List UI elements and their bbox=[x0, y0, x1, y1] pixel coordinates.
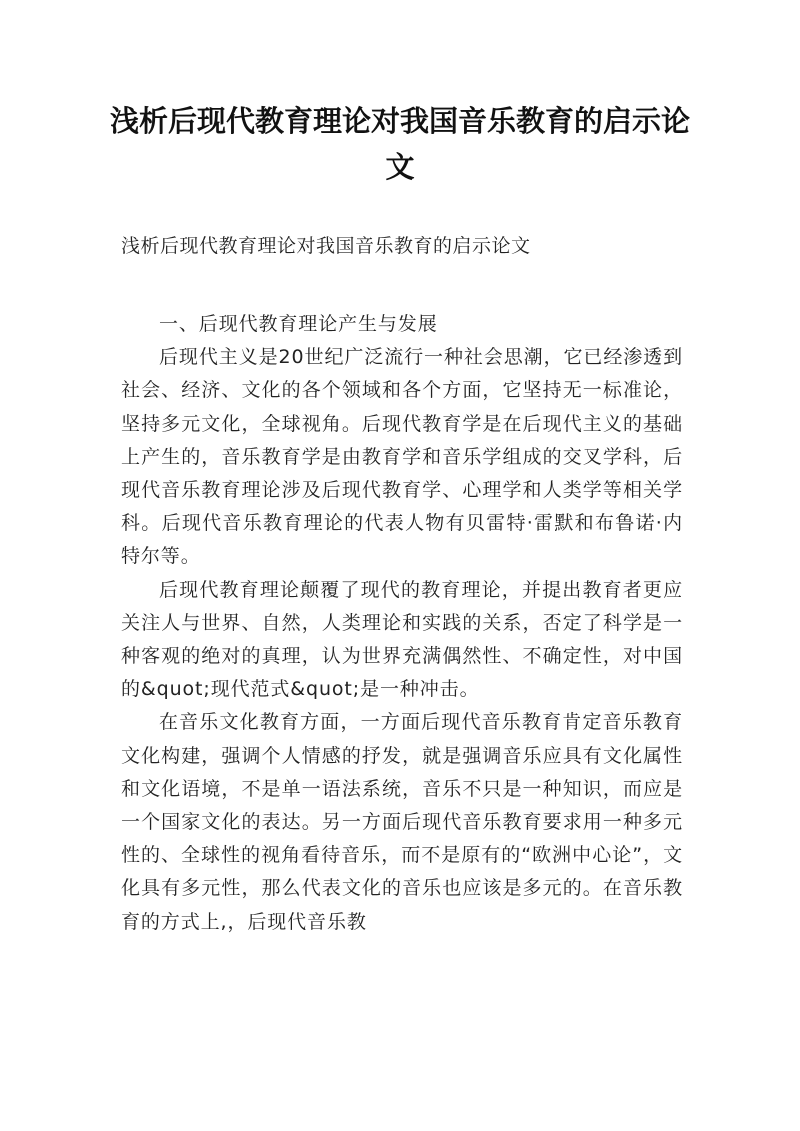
document-body bbox=[121, 308, 683, 939]
section-heading: 一、后现代教育理论产生与发展 bbox=[159, 313, 438, 335]
paragraph-2: 后现代教育理论颠覆了现代的教育理论，并提出教育者更应关注人与世界、自然，人类理论和实践的关系，否定了科学是一种客观的绝对的真理，认为世界充满偶然性、不确定性，对中国的&quot;现代范式&quot;是一种冲击。 bbox=[121, 578, 683, 701]
paragraph-3: 在音乐文化教育方面，一方面后现代音乐教育肯定音乐教育文化构建，强调个人情感的抒发，就是强调音乐应具有文化属性和文化语境，不是单一语法系统，音乐不只是一种知识，而应是一个国家文化的表达。另一方面后现代音乐教育要求用一种多元性的、全球性的视角看待音乐，而不是原有的“欧洲中心论”，文化具有多元性，那么代表文化的音乐也应该是多元的。在音乐教育的方式上,，后现代音乐教 bbox=[121, 711, 683, 933]
document-subtitle: 浅析后现代教育理论对我国音乐教育的启示论文 bbox=[121, 235, 531, 257]
paragraph-1: 后现代主义是20世纪广泛流行一种社会思潮，它已经渗透到社会、经济、文化的各个领域和各个方面，它坚持无一标准论，坚持多元文化，全球视角。后现代教育学是在后现代主义的基础上产生的，音乐教育学是由教育学和音乐学组成的交叉学科，后现代音乐教育理论涉及后现代教育学、心理学和人类学等相关学科。后现代音乐教育理论的代表人物有贝雷特·雷默和布鲁诺·内特尔等。 bbox=[121, 346, 683, 568]
document-title: 浅析后现代教育理论对我国音乐教育的启示论文 bbox=[109, 104, 690, 184]
